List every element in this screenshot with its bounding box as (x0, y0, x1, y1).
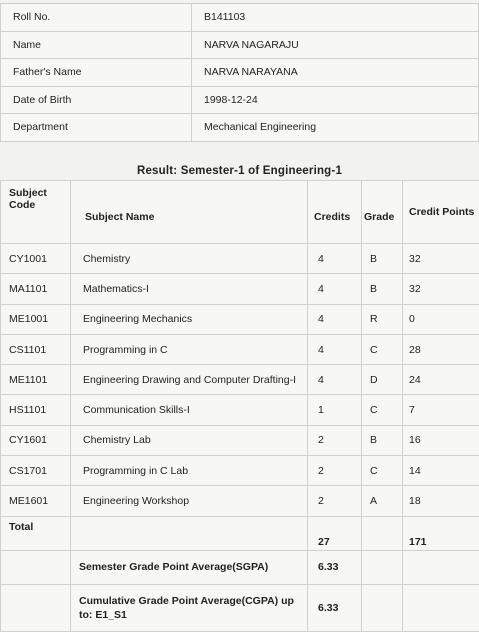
credit-points-cell: 28 (403, 334, 479, 364)
info-label: Date of Birth (1, 86, 192, 114)
credits-cell: 2 (308, 486, 362, 516)
col-header-credit-points: Credit Points (403, 181, 479, 244)
credits-cell: 4 (308, 304, 362, 334)
credits-cell: 1 (308, 395, 362, 425)
subject-row (1, 304, 479, 334)
credit-points-cell: 14 (403, 456, 479, 486)
subject-code-cell: HS1101 (1, 395, 71, 425)
credits-cell: 4 (308, 334, 362, 364)
col-header-subject-code: Subject Code (1, 181, 71, 244)
credit-points-cell: 18 (403, 486, 479, 516)
info-value: B141103 (192, 4, 479, 32)
grade-cell: B (362, 425, 403, 455)
credits-cell: 4 (308, 244, 362, 274)
subject-name-cell: Communication Skills-I (71, 395, 308, 425)
grade-cell: A (362, 486, 403, 516)
total-row (1, 516, 479, 550)
col-header-subject-name: Subject Name (71, 181, 308, 244)
subject-code-cell: CS1101 (1, 334, 71, 364)
info-value: NARVA NAGARAJU (192, 31, 479, 59)
info-row (1, 86, 479, 114)
sgpa-label: Semester Grade Point Average(SGPA) (71, 550, 308, 584)
cgpa-value: 6.33 (308, 584, 362, 631)
sgpa-value: 6.33 (308, 550, 362, 584)
info-label: Department (1, 114, 192, 142)
grade-cell: C (362, 456, 403, 486)
grade-cell: R (362, 304, 403, 334)
credit-points-cell: 7 (403, 395, 479, 425)
subject-name-cell: Chemistry Lab (71, 425, 308, 455)
total-label: Total (1, 516, 71, 550)
subject-row (1, 456, 479, 486)
subject-name-cell: Engineering Mechanics (71, 304, 308, 334)
subject-row (1, 365, 479, 395)
grade-cell: D (362, 365, 403, 395)
credit-points-cell: 16 (403, 425, 479, 455)
total-credits: 27 (308, 516, 362, 550)
credits-cell: 2 (308, 456, 362, 486)
result-heading: Result: Semester-1 of Engineering-1 (0, 165, 479, 177)
info-value: 1998-12-24 (192, 86, 479, 114)
col-header-grade: Grade (362, 181, 403, 244)
grade-cell: B (362, 244, 403, 274)
subject-name-cell: Mathematics-I (71, 274, 308, 304)
credit-points-cell: 32 (403, 274, 479, 304)
credit-points-cell: 32 (403, 244, 479, 274)
subject-name-cell: Programming in C (71, 334, 308, 364)
info-label: Name (1, 31, 192, 59)
total-points: 171 (403, 516, 479, 550)
subject-name-cell: Programming in C Lab (71, 456, 308, 486)
info-row (1, 114, 479, 142)
credit-points-cell: 24 (403, 365, 479, 395)
cgpa-row (1, 584, 479, 631)
col-header-credits: Credits (308, 181, 362, 244)
subject-name-cell: Chemistry (71, 244, 308, 274)
credits-cell: 4 (308, 365, 362, 395)
info-row (1, 59, 479, 87)
subject-code-cell: ME1601 (1, 486, 71, 516)
credit-points-cell: 0 (403, 304, 479, 334)
subject-name-cell: Engineering Drawing and Computer Drafting-I (71, 365, 308, 395)
subject-code-cell: CY1601 (1, 425, 71, 455)
info-label: Father's Name (1, 59, 192, 87)
subject-row (1, 244, 479, 274)
info-row (1, 31, 479, 59)
subject-code-cell: CY1001 (1, 244, 71, 274)
subject-name-cell: Engineering Workshop (71, 486, 308, 516)
subject-row (1, 425, 479, 455)
grade-cell: B (362, 274, 403, 304)
student-info-table (0, 3, 479, 142)
subject-code-cell: ME1101 (1, 365, 71, 395)
sgpa-row (1, 550, 479, 584)
grade-cell: C (362, 334, 403, 364)
info-value: Mechanical Engineering (192, 114, 479, 142)
credits-cell: 4 (308, 274, 362, 304)
grade-cell: C (362, 395, 403, 425)
info-label: Roll No. (1, 4, 192, 32)
subject-row (1, 334, 479, 364)
result-table (0, 180, 479, 632)
subject-code-cell: CS1701 (1, 456, 71, 486)
credits-cell: 2 (308, 425, 362, 455)
info-row (1, 4, 479, 32)
subject-code-cell: MA1101 (1, 274, 71, 304)
subject-row (1, 486, 479, 516)
cgpa-label: Cumulative Grade Point Average(CGPA) up to: E1_S1 (71, 584, 308, 631)
subject-row (1, 395, 479, 425)
subject-row (1, 274, 479, 304)
info-value: NARVA NARAYANA (192, 59, 479, 87)
subject-code-cell: ME1001 (1, 304, 71, 334)
